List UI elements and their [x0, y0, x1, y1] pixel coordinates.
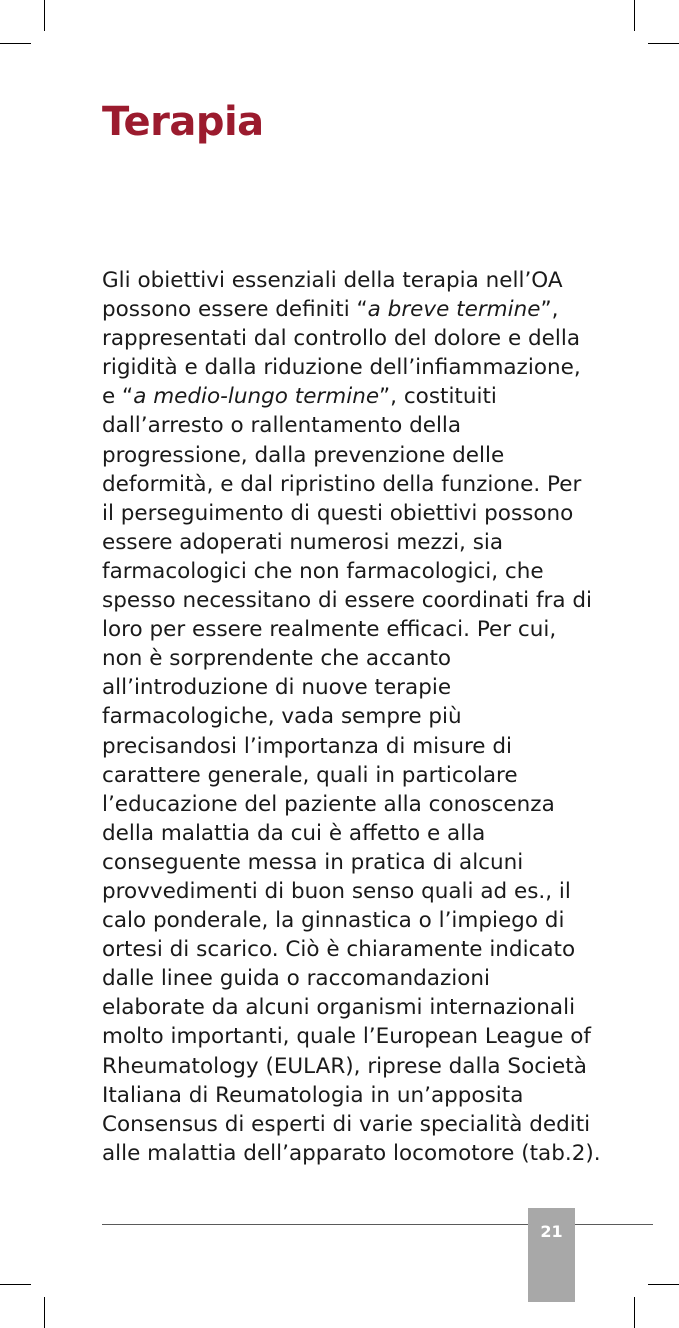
crop-mark-bottom-right-vertical — [634, 1297, 635, 1328]
page-number: 21 — [540, 1222, 563, 1241]
body-line: molto importanti, quale l’European League of — [102, 1024, 591, 1050]
body-line: dalle linee guida o raccomandazioni — [102, 966, 490, 992]
body-line: il perseguimento di questi obiettivi possono — [102, 500, 574, 526]
body-line: non è sorprendente che accanto — [102, 646, 452, 672]
body-line: deformità, e dal ripristino della funzione. Per — [102, 471, 582, 497]
body-line-text: e “ — [102, 384, 134, 410]
body-line: farmacologiche, vada sempre più — [102, 704, 462, 730]
crop-mark-top-left-horizontal — [0, 43, 31, 44]
body-line: ortesi di scarico. Ciò è chiaramente indicato — [102, 937, 576, 963]
body-line: Italiana di Reumatologia in un’apposita — [102, 1082, 524, 1108]
body-line: loro per essere realmente efficaci. Per cui, — [102, 617, 557, 643]
crop-mark-bottom-left-horizontal — [0, 1284, 31, 1285]
body-line: alle malattia dell’apparato locomotore (tab.2). — [102, 1140, 601, 1166]
body-line: della malattia da cui è affetto e alla — [102, 820, 486, 846]
body-line: all’introduzione di nuove terapie — [102, 675, 452, 701]
body-paragraph — [102, 266, 601, 1168]
page-title: Terapia — [102, 99, 264, 145]
body-line: spesso necessitano di essere coordinati fra di — [102, 588, 592, 614]
body-line — [102, 295, 592, 324]
crop-mark-top-right-horizontal — [648, 43, 679, 44]
body-line: conseguente messa in pratica di alcuni — [102, 849, 524, 875]
body-line: Gli obiettivi essenziali della terapia nell’OA — [102, 268, 563, 293]
body-line: l’educazione del paziente alla conoscenza — [102, 791, 555, 817]
body-line: progressione, dalla prevenzione delle — [102, 442, 505, 468]
body-line: carattere generale, quali in particolare — [102, 762, 518, 788]
crop-mark-bottom-right-horizontal — [648, 1284, 679, 1285]
body-line-text: possono essere definiti “ — [102, 297, 368, 323]
body-line-text: ”, costituiti — [379, 384, 497, 410]
body-line: farmacologici che non farmacologici, che — [102, 558, 544, 584]
body-line: elaborate da alcuni organismi internazionali — [102, 995, 576, 1021]
body-line: precisandosi l’importanza di misure di — [102, 733, 512, 759]
body-line: rigidità e dalla riduzione dell’infiammazione, — [102, 355, 581, 381]
crop-mark-bottom-left-vertical — [44, 1297, 45, 1328]
body-line: rappresentati dal controllo del dolore e della — [102, 326, 581, 352]
body-line: essere adoperati numerosi mezzi, sia — [102, 529, 504, 555]
crop-mark-top-right-vertical — [634, 0, 635, 31]
body-line: Rheumatology (EULAR), riprese dalla Società — [102, 1053, 587, 1079]
body-line: Consensus di esperti di varie specialità dediti — [102, 1111, 591, 1137]
crop-mark-top-left-vertical — [44, 0, 45, 31]
body-line-text: ”, — [540, 297, 559, 323]
body-line — [102, 382, 592, 411]
body-line-emphasis: a breve termine — [367, 297, 541, 323]
body-line: calo ponderale, la ginnastica o l’impiego di — [102, 908, 565, 934]
body-line: provvedimenti di buon senso quali ad es., il — [102, 878, 571, 904]
body-line-emphasis: a medio-lungo termine — [133, 384, 380, 410]
body-line: dall’arresto o rallentamento della — [102, 413, 462, 439]
